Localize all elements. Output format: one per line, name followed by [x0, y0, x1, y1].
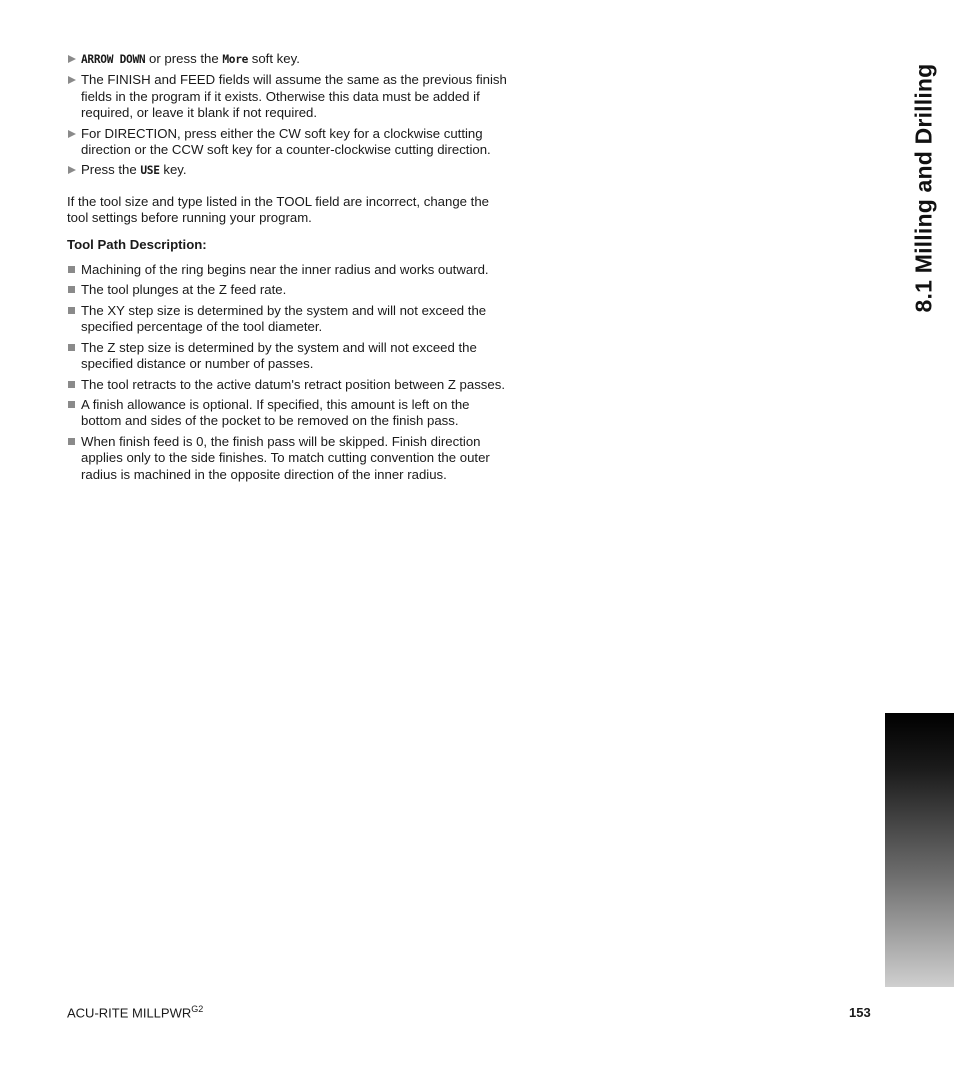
bullet-item	[67, 377, 512, 393]
product-name: ACU-RITE MILLPWR	[67, 1005, 192, 1021]
square-bullet-icon	[68, 307, 75, 314]
bullet-text: The tool retracts to the active datum's retract position between Z passes.	[81, 376, 505, 392]
step-item	[67, 126, 512, 159]
bullet-text: When finish feed is 0, the finish pass will be skipped. Finish direction applies only to the side finishes. To match cutting convention the outer radius is machined in the opposite direction of the inner radius.	[81, 433, 490, 482]
triangle-bullet-icon	[68, 55, 76, 63]
triangle-bullet-icon	[68, 76, 76, 84]
footer-product	[67, 1004, 203, 1020]
body-paragraph: If the tool size and type listed in the TOOL field are incorrect, change the tool settings before running your program.	[67, 193, 489, 226]
square-bullet-icon	[68, 438, 75, 445]
bullet-text: The tool plunges at the Z feed rate.	[81, 282, 287, 298]
square-bullet-icon	[68, 401, 75, 408]
step-text: key.	[159, 162, 187, 178]
bullet-text: A finish allowance is optional. If specified, this amount is left on the bottom and sides of the pocket to be removed on the finish pass.	[81, 396, 470, 429]
page-content	[67, 51, 512, 487]
bullet-text: The XY step size is determined by the system and will not exceed the specified percentage of the tool diameter.	[81, 302, 487, 335]
bullet-item	[67, 397, 512, 430]
square-bullet-icon	[68, 344, 75, 351]
step-list	[67, 51, 512, 180]
step-item	[67, 162, 512, 179]
square-bullet-icon	[68, 266, 75, 273]
bullet-text: The Z step size is determined by the system and will not exceed the specified distance or number of passes.	[81, 339, 477, 372]
step-item	[67, 72, 512, 121]
step-text: or press the	[145, 51, 223, 66]
key-label: ARROW DOWN	[81, 53, 146, 66]
bullet-item	[67, 340, 512, 373]
bullet-list	[67, 262, 512, 483]
bullet-text: Machining of the ring begins near the inner radius and works outward.	[81, 262, 489, 278]
triangle-bullet-icon	[68, 166, 76, 174]
bullet-item	[67, 434, 512, 483]
page-number: 153	[849, 1005, 871, 1020]
chapter-title-text: 8.1 Milling and Drilling	[910, 63, 937, 313]
step-text: soft key.	[248, 51, 300, 66]
square-bullet-icon	[68, 381, 75, 388]
step-text: For DIRECTION, press either the CW soft key for a clockwise cutting direction or the CCW soft key for a counter-clockwise cutting direction.	[81, 125, 491, 158]
bullet-item	[67, 262, 512, 278]
chapter-side-title	[904, 48, 944, 328]
bullet-item	[67, 303, 512, 336]
chapter-tab	[885, 713, 954, 987]
triangle-bullet-icon	[68, 130, 76, 138]
step-text: Press the	[81, 162, 141, 178]
key-label: USE	[140, 164, 160, 178]
square-bullet-icon	[68, 286, 75, 293]
step-text: The FINISH and FEED fields will assume the same as the previous finish fields in the program if it exists. Otherwise this data must be added if required, or leave it blank if not required.	[81, 72, 507, 121]
bullet-item	[67, 282, 512, 298]
section-heading: Tool Path Description:	[67, 236, 207, 252]
key-label: More	[222, 53, 249, 66]
product-superscript: G2	[191, 1004, 204, 1014]
step-item	[67, 51, 512, 68]
